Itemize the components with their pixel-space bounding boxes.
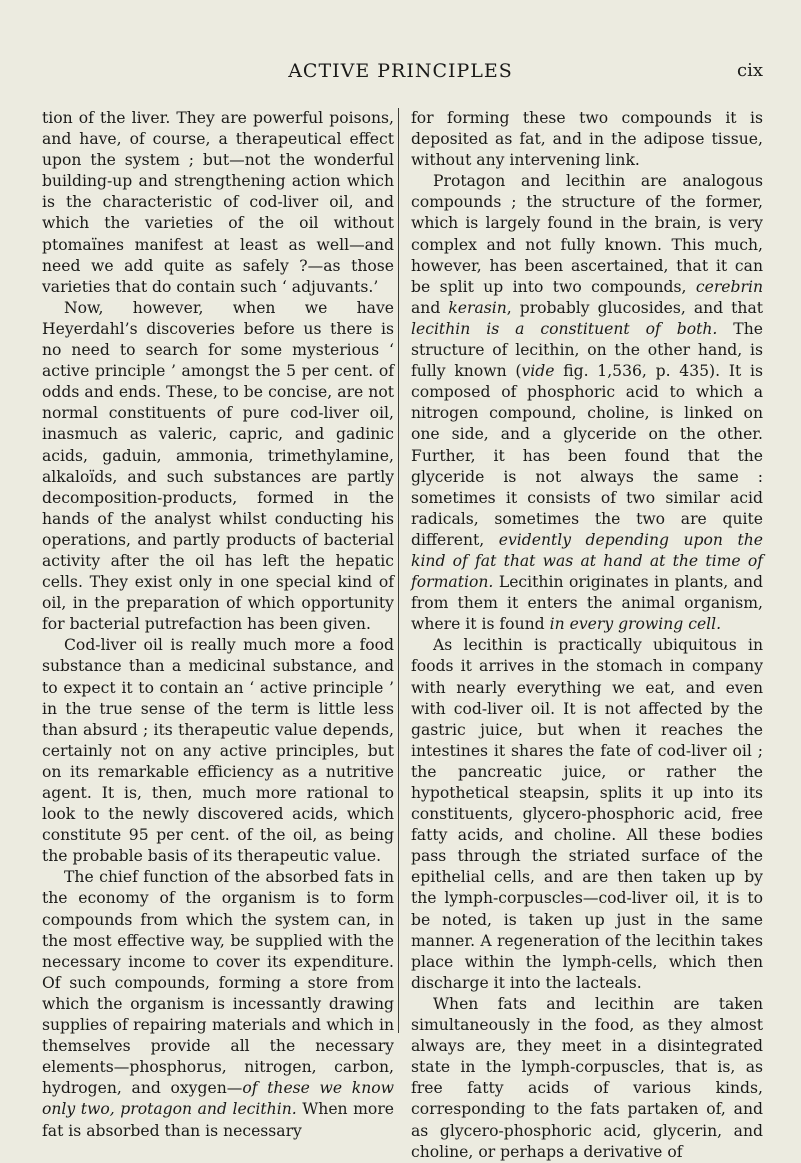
text-run: The chief function of the absorbed fats in the economy of the organism is to form compounds from which the system can, in the most effective way, be supplied with the necessary income to cover its expenditure. Of such compounds, forming a store from which the organism is incessantly drawing supplies of repairing materials and which in themselves provide all the necessary elements—phosphorus, nitrogen, carbon, hydrogen, and oxygen— — [42, 868, 394, 1098]
page-number: cix — [737, 60, 763, 81]
italic-run: lecithin is a constituent of both. — [411, 319, 718, 338]
italic-run: evidently depending upon the kind of fat that was at hand at the time of formation. — [411, 530, 763, 592]
paragraph: for forming these two compounds it is deposited as fat, and in the adipose tissue, without any intervening link. — [411, 109, 763, 170]
paragraph: As lecithin is practically ubiquitous in foods it arrives in the stomach in company with nearly everything we eat, and even with cod-liver oil. It is not affected by the gastric juice, but when it reaches the intestines it shares the fate of cod-liver oil ; the pancreatic juice, or rather the hypothetical steapsin, splits it up into its constituents, glycero-phosphoric acid, free fatty acids, and choline. All these bodies pass through the striated surface of the epithelial cells, and are then taken up by the lymph-corpuscles—cod-liver oil, it is to be noted, is taken up just in the same manner. A regeneration of the lecithin takes place within the lymph-cells, which then discharge it into the lacteals. — [411, 636, 763, 992]
italic-run: of these we know only two, protagon and lecithin. — [42, 1079, 394, 1119]
page-header — [0, 60, 801, 86]
text-run: and — [411, 298, 449, 317]
italic-run: cerebrin — [695, 277, 763, 296]
paragraph: tion of the liver. They are powerful poisons, and have, of course, a therapeutical effect upon the system ; but—not the wonderful building-up and strengthening action which is the characteristic of cod-liver oil, and which the varieties of the oil without ptomaïnes manifest at least as well—and need we add quite as safely ?—as those varieties that do contain such ‘ adjuvants.’ — [42, 109, 394, 296]
italic-run: kerasin — [448, 298, 507, 317]
paragraph — [411, 171, 763, 635]
left-column — [42, 108, 394, 1142]
paragraph — [42, 867, 394, 1141]
running-head: ACTIVE PRINCIPLES — [288, 60, 513, 82]
text-run: The structure of lecithin, on the other hand, is fully known ( — [411, 319, 763, 381]
text-run: Lecithin originates in plants, and from them it enters the animal organism, where it is found — [411, 573, 763, 634]
italic-run: vide — [521, 362, 555, 381]
paragraph: Now, however, when we have Heyerdahl’s discoveries before us there is no need to search for some mysterious ‘ active principle ’ amongst the 5 per cent. of odds and ends. These, to be concise, are not normal constituents of pure cod-liver oil, inasmuch as valeric, capric, and gadinic acids, gaduin, ammonia, trimethylamine, alkaloïds, and such substances are partly decomposition-products, formed in the hands of the analyst whilst conducting his operations, and partly products of bacterial activity after the oil has left the hepatic cells. They exist only in one special kind of oil, in the preparation of which opportunity for bacterial putrefaction has been given. — [42, 298, 394, 634]
right-column — [411, 108, 763, 1163]
text-run: Protagon and lecithin are analogous compounds ; the structure of the former, which is largely found in the brain, is very complex and not fully known. This much, however, has been ascertained, that it can be split up into two compounds, — [411, 172, 763, 296]
italic-run: in every growing cell. — [549, 615, 722, 634]
text-run: When more fat is absorbed than is necessary — [42, 1100, 394, 1140]
text-run: , probably glucosides, and that — [506, 298, 764, 317]
column-divider — [398, 108, 399, 1033]
paragraph: Cod-liver oil is really much more a food substance than a medicinal substance, and to expect it to contain an ‘ active principle ’ in the true sense of the term is little less than absurd ; its therapeutic value depends, certainly not on any active principles, but on its remarkable efficiency as a nutritive agent. It is, then, much more rational to look to the newly discovered acids, which constitute 95 per cent. of the oil, as being the probable basis of its therapeutic value. — [42, 636, 394, 866]
paragraph: When fats and lecithin are taken simultaneously in the food, as they almost always are, they meet in a disintegrated state in the lymph-corpuscles, that is, as free fatty acids of various kinds, corresponding to the fats partaken of, and as glycero-phosphoric acid, glycerin, and choline, or perhaps a derivative of — [411, 994, 763, 1161]
text-run: fig. 1,536, p. 435). It is composed of phosphoric acid to which a nitrogen compound, choline, is linked on one side, and a glyceride on the other. Further, it has been found that the glyceride is not always the same : sometimes it consists of two similar acid radicals, sometimes the two are quite different, — [411, 362, 763, 549]
